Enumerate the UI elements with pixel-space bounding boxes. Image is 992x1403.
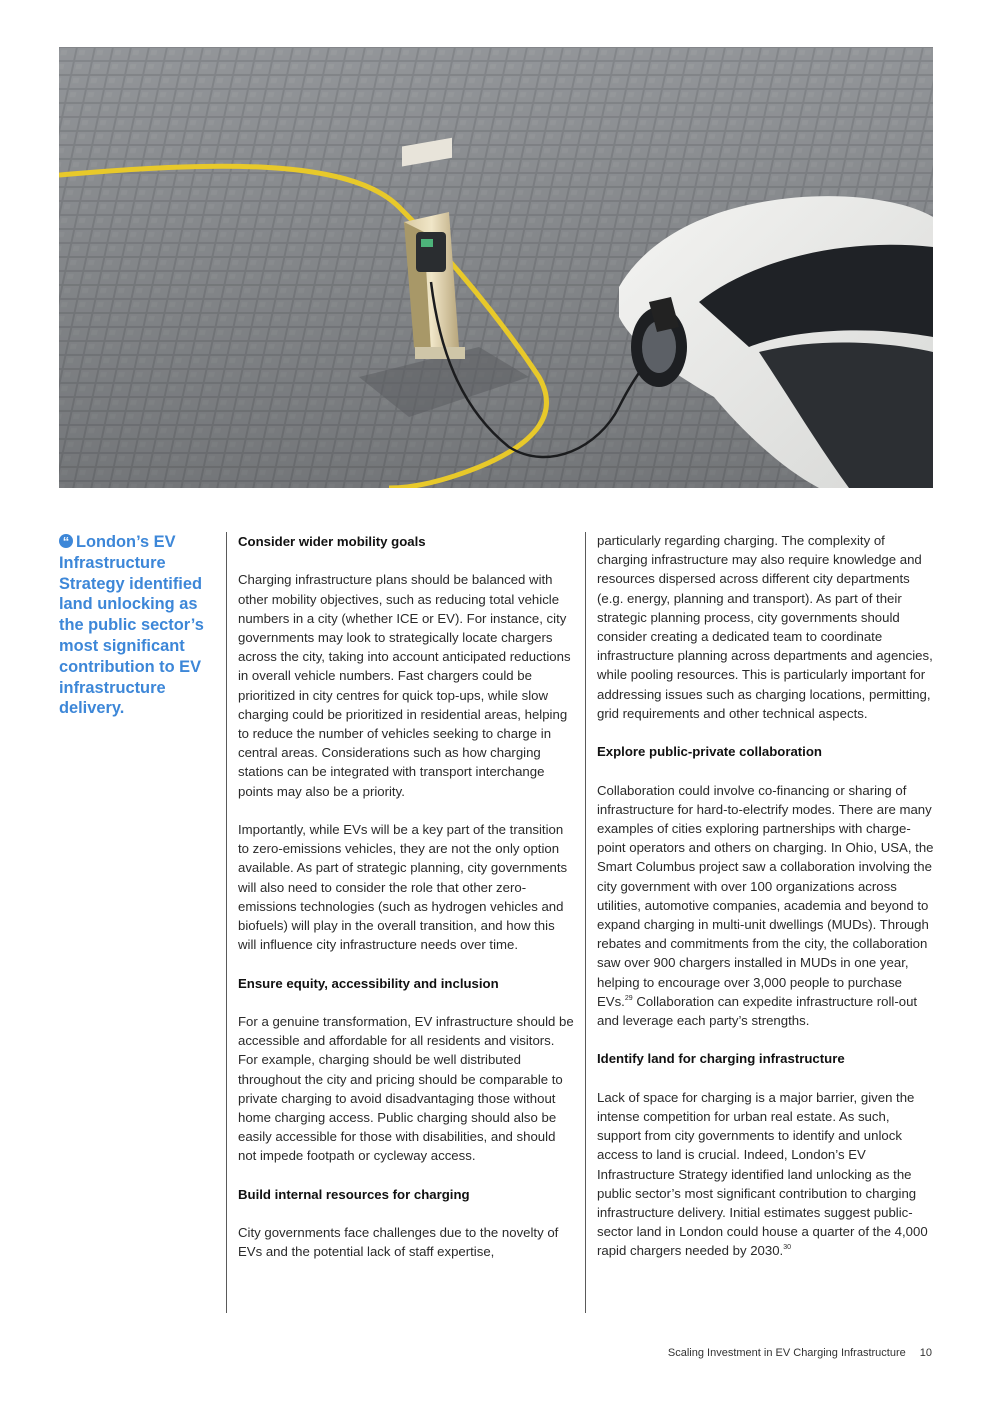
text-column-left xyxy=(226,532,576,1313)
paragraph xyxy=(597,781,935,1031)
paragraph xyxy=(597,1088,935,1261)
pull-quote xyxy=(59,532,209,719)
footnote-ref: 29 xyxy=(624,994,633,1002)
paragraph: For a genuine transformation, EV infrastructure should be accessible and affordable for all residents and visitors. For example, charging should be well distributed throughout the city and pricing should be comparable to private charging to avoid disadvantaging those without home charging access. Public charging should also be easily accessible for those with disabilities, and should not impede footpath or cycleway access. xyxy=(238,1014,574,1164)
paragraph: particularly regarding charging. The complexity of charging infrastructure may also require knowledge and resources dispersed across different city departments (e.g. energy, planning and transport). As part of their strategic planning process, city governments should consider creating a dedicated team to coordinate infrastructure planning across departments and agencies, while pooling resources. This is particularly important for addressing issues such as charging locations, permitting, grid requirements and other technical aspects. xyxy=(597,533,933,721)
paragraph: Importantly, while EVs will be a key part of the transition to zero-emissions vehicles, they are not the only option available. As part of strategic planning, city governments will also need to consider the role that other zero-emissions technologies (such as hydrogen vehicles and biofuels) will play in the overall transition, and how this will influence city infrastructure needs over time. xyxy=(238,822,568,953)
page-footer xyxy=(668,1347,932,1359)
pull-quote-text: London’s EV Infrastructure Strategy identified land unlocking as the public sector’s most significant contribution to EV infrastructure delivery. xyxy=(59,533,204,718)
section-heading: Build internal resources for charging xyxy=(238,1186,470,1202)
paragraph-text: Lack of space for charging is a major barrier, given the intense competition for urban real estate. As such, support from city governments to identify and unlock access to land is crucial. Indeed, London’s EV Infrastructure Strategy identified land unlocking as the public sector’s most significant contribution to charging infrastructure delivery. Initial estimates suggest public-sector land in London could house a quarter of the 4,000 rapid chargers needed by 2030. xyxy=(597,1089,928,1259)
paragraph: Charging infrastructure plans should be balanced with other mobility objectives, such as reducing total vehicle numbers in a city (whether ICE or EV). For instance, city governments may look to strategically locate chargers across the city, taking into account anticipated reductions in overall vehicle numbers. Fast chargers could be prioritized in city centres for quick top-ups, while slow charging could be prioritized in residential areas, helping to reduce the number of vehicles seeking to charge in central areas. Considerations such as how charging stations can be integrated with transport interchange points may also be a priority. xyxy=(238,572,571,799)
page-number: 10 xyxy=(919,1347,932,1359)
paragraph: City governments face challenges due to the novelty of EVs and the potential lack of staff expertise, xyxy=(238,1225,559,1260)
section-heading: Consider wider mobility goals xyxy=(238,534,426,549)
section-heading: Identify land for charging infrastructure xyxy=(597,1051,845,1067)
quote-icon: “ xyxy=(59,534,73,548)
section-heading: Explore public-private collaboration xyxy=(597,744,822,760)
hero-image xyxy=(59,47,933,488)
section-heading: Ensure equity, accessibility and inclusion xyxy=(238,975,499,991)
text-column-right xyxy=(585,532,935,1313)
footnote-ref: 30 xyxy=(783,1244,792,1252)
ev-charging-photo xyxy=(59,47,933,488)
paragraph-text: Collaboration could involve co-financing or sharing of infrastructure for hard-to-electrify modes. There are many examples of cities exploring partnerships with charge-point operators and others on charging. In Ohio, USA, the Smart Columbus project saw a collaboration involving the city government with over 100 organizations across utilities, automotive companies, academia and beyond to expand charging in multi-unit dwellings (MUDs). Through rebates and commitments from the city, the collaboration saw over 900 chargers installed in MUDs in one year, helping to encourage over 3,000 people to purchase EVs. xyxy=(597,782,934,1009)
footer-title: Scaling Investment in EV Charging Infrastructure xyxy=(667,1347,906,1359)
paragraph-text: Collaboration can expedite infrastructure roll-out and leverage each party’s strengths. xyxy=(597,993,918,1029)
